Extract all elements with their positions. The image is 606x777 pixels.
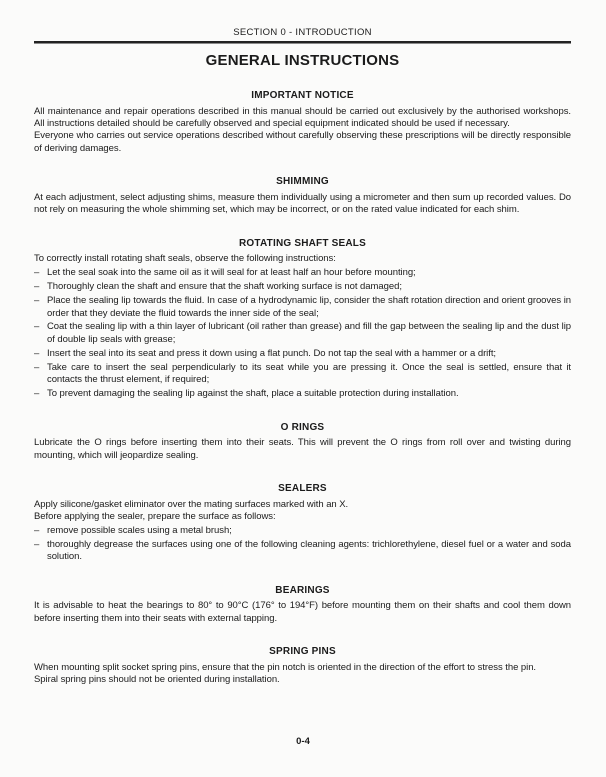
bullet-item xyxy=(34,539,571,564)
header-rule-divider xyxy=(34,41,571,44)
paragraph: It is advisable to heat the bearings to 80° to 90°C (176° to 194°F) before mounting them on their shafts and cool them down before inserting them into their seats with external tapping. xyxy=(34,600,571,624)
section-bearings xyxy=(34,585,571,625)
bullet-dash-icon: – xyxy=(34,361,40,373)
paragraph: To correctly install rotating shaft seals, observe the following instructions: xyxy=(34,253,336,265)
paragraph: Before applying the sealer, prepare the surface as follows: xyxy=(34,511,276,523)
bullet-item xyxy=(34,388,571,400)
section-heading: BEARINGS xyxy=(275,584,330,596)
section-o-rings xyxy=(34,422,571,462)
section-heading: ROTATING SHAFT SEALS xyxy=(239,237,366,249)
bullet-dash-icon: – xyxy=(34,295,40,307)
bullet-text: Take care to insert the seal perpendicularly to its seat while you are pressing it. Once the seal is settled, ensure that it contacts the thrust element, if required; xyxy=(47,361,571,386)
section-important-notice xyxy=(34,90,571,155)
bullet-dash-icon: – xyxy=(34,347,40,359)
bullet-text: To prevent damaging the sealing lip against the shaft, place a suitable protection during installation. xyxy=(47,388,459,400)
bullet-dash-icon: – xyxy=(34,281,40,293)
bullet-item xyxy=(34,281,571,293)
section-breadcrumb: SECTION 0 - INTRODUCTION xyxy=(233,27,372,38)
section-sealers xyxy=(34,483,571,564)
bullet-item xyxy=(34,348,571,360)
bullet-text: Place the sealing lip towards the fluid. In case of a hydrodynamic lip, consider the shaft rotation direction and orient grooves in order that they deviate the fluid towards the inner side of the seal; xyxy=(47,295,571,319)
section-shimming xyxy=(34,176,571,216)
bullet-text: Let the seal soak into the same oil as it will seal for at least half an hour before mounting; xyxy=(47,267,416,279)
bullet-text: thoroughly degrease the surfaces using one of the following cleaning agents: trichlorethylene, diesel fuel or a water and soda solution. xyxy=(47,538,571,563)
bullet-text: Insert the seal into its seat and press it down using a flat punch. Do not tap the seal with a hammer or a drift; xyxy=(47,347,497,359)
section-heading: O RINGS xyxy=(280,421,325,433)
paragraph: Lubricate the O rings before inserting them into their seats. This will prevent the O rings from roll over and twisting during mounting, which will jeopardize sealing. xyxy=(34,437,571,461)
page-number: 0-4 xyxy=(296,736,310,747)
document-sections xyxy=(34,90,571,687)
paragraph: Apply silicone/gasket eliminator over the mating surfaces marked with an X. xyxy=(34,498,349,510)
page-title: GENERAL INSTRUCTIONS xyxy=(205,52,400,69)
section-heading: SPRING PINS xyxy=(269,646,336,658)
paragraph: All maintenance and repair operations described in this manual should be carried out exclusively by the authorised workshops. All instructions detailed should be carefully observed and special equipment indicated should be used if necessary. xyxy=(34,105,571,129)
bullet-text: remove possible scales using a metal brush; xyxy=(47,525,232,537)
bullet-dash-icon: – xyxy=(34,321,40,333)
bullet-item xyxy=(34,267,571,279)
bullet-dash-icon: – xyxy=(34,538,40,550)
section-heading: IMPORTANT NOTICE xyxy=(251,90,354,101)
bullet-item xyxy=(34,321,571,346)
section-heading: SHIMMING xyxy=(276,176,329,188)
paragraph: When mounting split socket spring pins, ensure that the pin notch is oriented in the direction of the effort to stress the pin. xyxy=(34,661,537,673)
section-rotating-shaft-seals xyxy=(34,238,571,401)
bullet-item xyxy=(34,295,571,320)
bullet-item xyxy=(34,362,571,387)
bullet-item xyxy=(34,525,571,537)
section-heading: SEALERS xyxy=(278,483,327,495)
bullet-dash-icon: – xyxy=(34,388,40,400)
paragraph: Spiral spring pins should not be oriented during installation. xyxy=(34,674,280,686)
paragraph: Everyone who carries out service operations described without carefully observing these prescriptions will be directly responsible of deriving damages. xyxy=(34,130,571,154)
bullet-text: Thoroughly clean the shaft and ensure that the shaft working surface is not damaged; xyxy=(47,281,402,293)
bullet-dash-icon: – xyxy=(34,267,40,279)
bullet-dash-icon: – xyxy=(34,525,40,537)
section-spring-pins xyxy=(34,646,571,686)
paragraph: At each adjustment, select adjusting shims, measure them individually using a micrometer and then sum up recorded values. Do not rely on measuring the whole shimming set, which may be incorrect, or on the rated value indicated for each shim. xyxy=(34,191,571,216)
bullet-text: Coat the sealing lip with a thin layer of lubricant (oil rather than grease) and fill the gap between the sealing lip and the dust lip of double lip seals with grease; xyxy=(47,321,571,345)
